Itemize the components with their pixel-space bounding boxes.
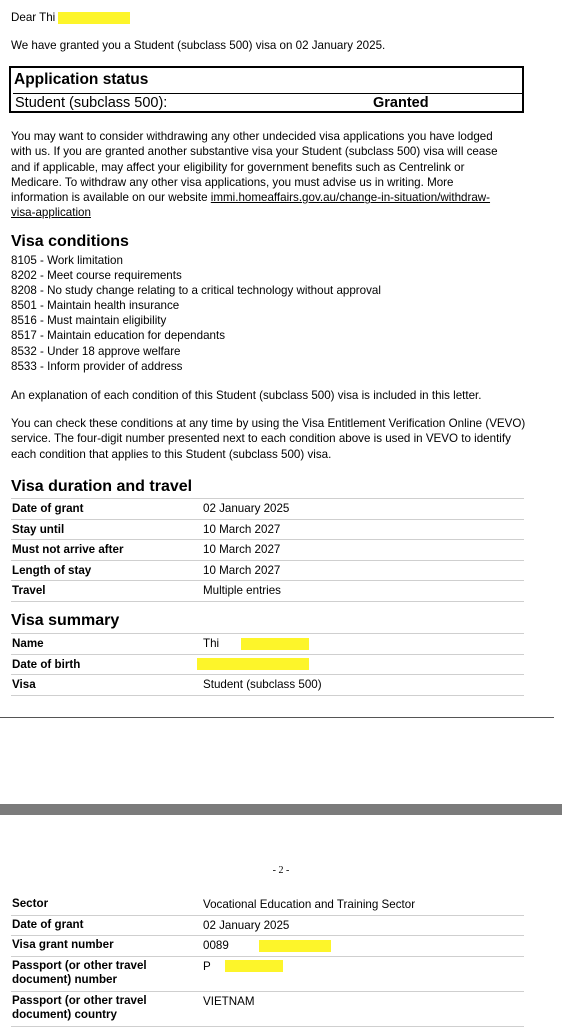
row-label: Length of stay <box>12 563 92 577</box>
row-label: Travel <box>12 584 46 597</box>
table-row <box>11 936 524 957</box>
summary-table <box>11 633 524 696</box>
application-status-box <box>9 66 524 113</box>
status-visa-label: Student (subclass 500): <box>15 95 168 111</box>
redaction-mark <box>225 960 283 972</box>
conditions-heading: Visa conditions <box>11 233 129 250</box>
row-value: 0089 <box>203 939 331 952</box>
status-value: Granted <box>373 95 429 111</box>
table-row <box>11 675 524 696</box>
row-value: 10 March 2027 <box>203 563 281 577</box>
condition-item: 8501 - Maintain health insurance <box>11 299 180 313</box>
page-end-rule <box>0 717 554 718</box>
row-label: Date of grant <box>12 917 84 931</box>
status-box-title: Application status <box>14 71 149 88</box>
condition-item: 8516 - Must maintain eligibility <box>11 314 167 328</box>
row-value: 10 March 2027 <box>203 543 281 556</box>
row-value: Student (subclass 500) <box>203 678 322 691</box>
condition-item: 8208 - No study change relating to a critical technology without approval <box>11 284 381 298</box>
withdraw-paragraph: You may want to consider withdrawing any other undecided visa applications you have lodged with us. If you are granted another substantive visa your Student (subclass 500) visa will cease and if applicable, may affect your eligibility for government benefits such as Centrelink or Medicare. To withdraw any other visa applications, you must advise us in writing. More information is available on our website immi.homeaffairs.gov.au/change-in-situation/withdraw-visa-application <box>11 130 498 220</box>
row-value: 10 March 2027 <box>203 522 281 536</box>
table-row <box>11 655 524 676</box>
row-value: Thi <box>203 637 309 650</box>
redaction-mark <box>197 658 309 670</box>
condition-item: 8533 - Inform provider of address <box>11 359 183 373</box>
condition-item: 8105 - Work limitation <box>11 254 123 267</box>
row-label: Stay until <box>12 522 65 536</box>
row-value: 02 January 2025 <box>203 502 290 515</box>
table-row <box>11 895 524 916</box>
row-label: Visa grant number <box>12 938 114 951</box>
table-row <box>11 916 524 937</box>
row-label: Must not arrive after <box>12 543 124 556</box>
row-value: P <box>203 960 283 973</box>
condition-item: 8202 - Meet course requirements <box>11 269 182 283</box>
vevo-paragraph: You can check these conditions at any time by using the Visa Entitlement Verification Online (VEVO) service. The four-digit number presented next to each condition above is used in VEVO to identify each condition that applies to this Student (subclass 500) visa. <box>11 417 526 461</box>
redaction-mark <box>259 940 331 952</box>
row-value: Multiple entries <box>203 584 281 597</box>
greeting: Dear Thi <box>11 10 531 25</box>
row-label: Passport (or other travel document) country <box>12 993 147 1021</box>
condition-item: 8517 - Maintain education for dependants <box>11 329 225 343</box>
status-row <box>13 93 522 114</box>
row-label: Date of birth <box>12 657 81 671</box>
withdraw-link[interactable]: immi.homeaffairs.gov.au/change-in-situation/withdraw-visa-application <box>11 191 491 220</box>
page-divider <box>0 804 562 815</box>
page2-details-table <box>11 895 524 1027</box>
table-row <box>11 581 524 602</box>
row-label: Sector <box>12 897 49 910</box>
row-label: Passport (or other travel document) number <box>12 958 147 986</box>
row-label: Date of grant <box>12 502 84 515</box>
redacted-surname <box>58 12 130 24</box>
row-value <box>203 658 309 671</box>
intro-text: We have granted you a Student (subclass 500) visa on 02 January 2025. <box>11 39 386 52</box>
row-label: Visa <box>12 678 36 691</box>
duration-table <box>11 498 524 602</box>
row-value: VIETNAM <box>203 994 255 1008</box>
table-row <box>11 540 524 561</box>
table-row <box>11 520 524 541</box>
redaction-mark <box>241 638 309 650</box>
page-number: - 2 - <box>272 865 290 876</box>
table-row <box>11 561 524 582</box>
explanation-text: An explanation of each condition of this Student (subclass 500) visa is included in this letter. <box>11 389 482 402</box>
row-label: Name <box>12 637 44 650</box>
table-row <box>11 499 524 520</box>
table-row <box>11 992 524 1027</box>
conditions-list <box>11 253 381 374</box>
table-row <box>11 634 524 655</box>
row-value: 02 January 2025 <box>203 918 290 932</box>
table-row <box>11 957 524 992</box>
duration-heading: Visa duration and travel <box>11 478 193 495</box>
condition-item: 8532 - Under 18 approve welfare <box>11 344 181 358</box>
summary-heading: Visa summary <box>11 612 120 629</box>
row-value: Vocational Education and Training Sector <box>203 898 416 911</box>
